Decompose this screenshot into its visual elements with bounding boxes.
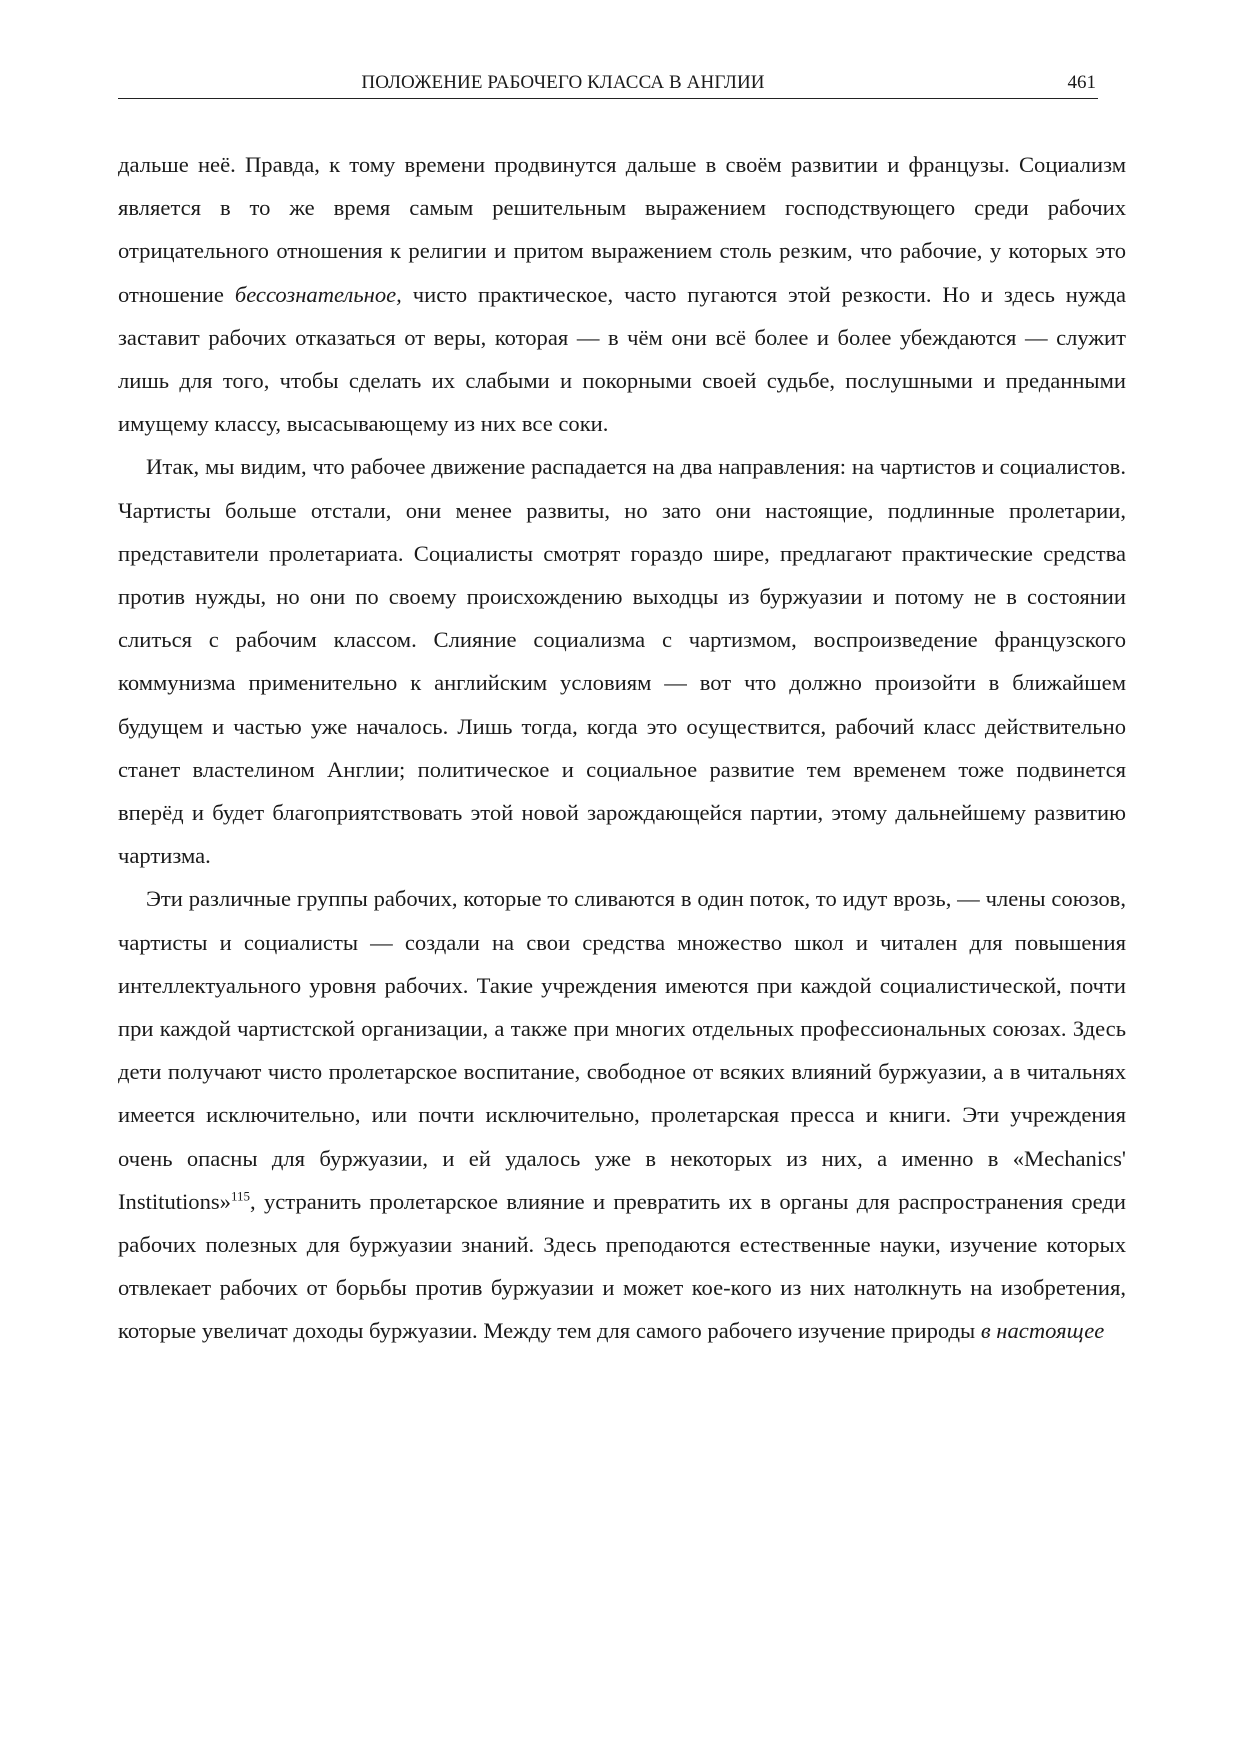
running-title: ПОЛОЖЕНИЕ РАБОЧЕГО КЛАССА В АНГЛИИ (361, 72, 765, 93)
text-run: чисто практическое, часто пугаются этой резкости. Но и здесь нужда заставит рабочих отказаться от веры, которая — в чём они всё более и более убеждаются — служит лишь для того, чтобы сделать их слабыми и покорными своей судьбе, послушными и преданными имущему классу, высасывающему из них все соки. (118, 281, 1127, 437)
text-run: , устранить пролетарское влияние и превратить их в органы для распространения среди рабочих полезных для буржуазии знаний. Здесь преподаются естественные науки, изучение которых отвлекает рабочих от борьбы против буржуазии и может кое-кого из них натолкнуть на изобретения, которые увеличат доходы буржуазии. Между тем для самого рабочего изучение природы (118, 1188, 1126, 1344)
page-number: 461 (1067, 72, 1096, 93)
italic-text: в настоящее (980, 1318, 1105, 1344)
running-header (118, 70, 1098, 99)
footnote-reference: 115 (230, 1188, 251, 1204)
paragraph (118, 143, 1126, 445)
italic-text: бессознательное, (234, 281, 402, 307)
paragraph (118, 445, 1126, 877)
paragraph (118, 877, 1126, 1352)
body-text (118, 143, 1126, 1353)
text-run: Эти различные группы рабочих, которые то сливаются в один поток, то идут врозь, — члены союзов, чартисты и социалисты — создали на свои средства множество школ и читален для повышения интеллектуального уровня рабочих. Такие учреждения имеются при каждой социалистической, почти при каждой чартистской организации, а также при многих отдельных профессиональных союзах. Здесь дети получают чисто пролетарское воспитание, свободное от всяких влияний буржуазии, а в читальнях имеется исключительно, или почти исключительно, пролетарская пресса и книги. Эти учреждения очень опасны для буржуазии, и ей удалось уже в некоторых из них, а именно в «Mechanics' Institutions» (118, 886, 1126, 1214)
text-run: дальше неё. Правда, к тому времени продвинутся дальше в своём развитии и французы. Социализм является в то же время самым решительным выражением господствующего среди рабочих отрицательного отношения к религии и притом выражением столь резким, что рабочие, у которых это отношение (118, 152, 1126, 307)
text-run: Итак, мы видим, что рабочее движение распадается на два направления: на чартистов и социалистов. Чартисты больше отстали, они менее развиты, но зато они настоящие, подлинные пролетарии, представители пролетариата. Социалисты смотрят гораздо шире, предлагают практические средства против нужды, но они по своему происхождению выходцы из буржуазии и потому не в состоянии слиться с рабочим классом. Слияние социализма с чартизмом, воспроизведение французского коммунизма применительно к английским условиям — вот что должно произойти в ближайшем будущем и частью уже началось. Лишь тогда, когда это осуществится, рабочий класс действительно станет властелином Англии; политическое и социальное развитие тем временем тоже подвинется вперёд и будет благоприятствовать этой новой зарождающейся партии, этому дальнейшему развитию чартизма. (118, 454, 1126, 869)
